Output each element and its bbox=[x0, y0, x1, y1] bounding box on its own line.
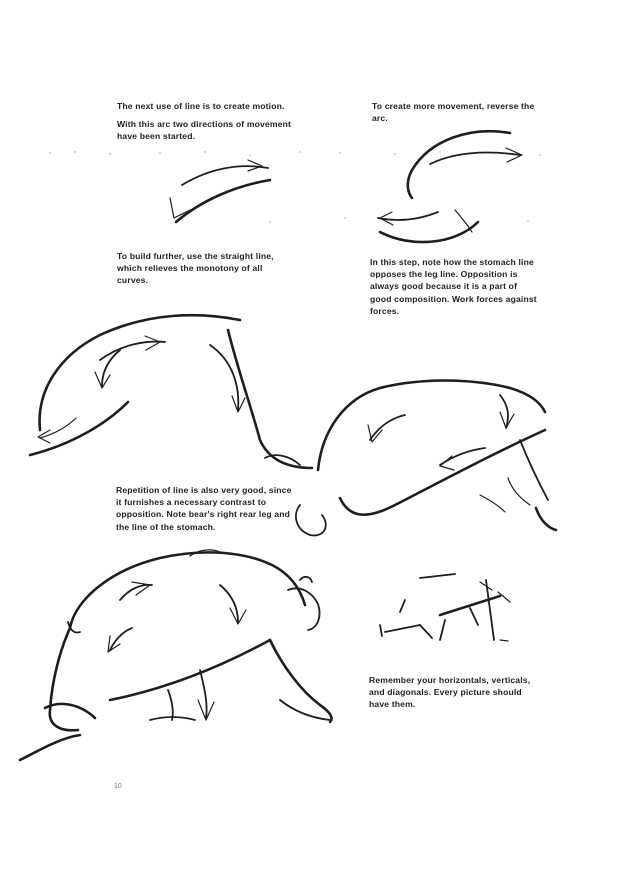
caption-opposition: In this step, note how the stomach line opposes the leg line. Opposition is always good because it is a part of good composition. Work forces against forces. bbox=[370, 257, 537, 316]
opposition-bear-sketch bbox=[296, 381, 556, 536]
reversed-arcs-sketch bbox=[378, 131, 522, 242]
scan-specks bbox=[49, 151, 540, 222]
lines-diagram bbox=[380, 574, 510, 641]
caption-motion-line-2: With this arc two directions of movement have been started. bbox=[117, 119, 291, 142]
caption-reverse-arc: To create more movement, reverse the arc. bbox=[372, 101, 535, 124]
caption-motion-line-1: The next use of line is to create motion. bbox=[117, 101, 285, 111]
repetition-bear-drawing bbox=[20, 550, 332, 760]
two-arcs-sketch bbox=[170, 160, 270, 222]
caption-straight-line: To build further, use the straight line, which relieves the monotony of all curves. bbox=[117, 251, 274, 286]
caption-repetition: Repetition of line is also very good, since it furnishes a necessary contrast to opposition. Note bear's right rear leg and the line of the stomach. bbox=[116, 485, 292, 532]
curves-with-straight-line-sketch bbox=[30, 315, 312, 468]
page-number: 10 bbox=[114, 783, 122, 790]
caption-directions: Remember your horizontals, verticals, and diagonals. Every picture should have them. bbox=[369, 675, 531, 710]
